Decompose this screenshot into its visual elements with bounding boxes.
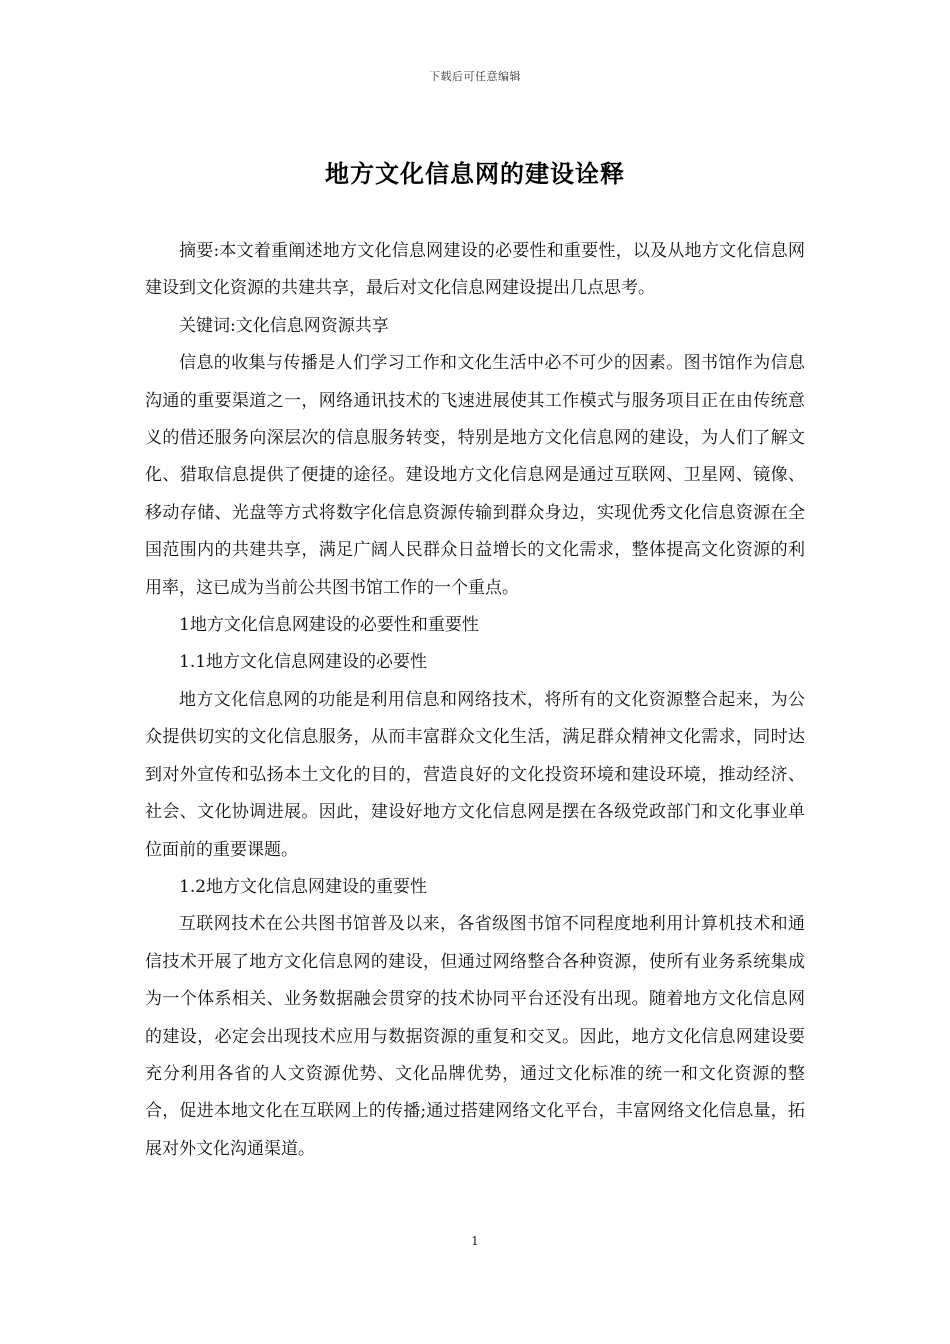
- keywords-line: 关键词:文化信息网资源共享: [179, 315, 389, 336]
- download-note: 下载后可任意编辑: [429, 70, 521, 83]
- document-title: 地方文化信息网的建设诠释: [325, 159, 625, 188]
- page-number: 1: [471, 1234, 479, 1248]
- body-paragraph-necessity: 地方文化信息网的功能是利用信息和网络技术，将所有的文化资源整合起来，为公众提供切实的文化信息服务，从而丰富群众文化生活，满足群众精神文化需求，同时达到对外宣传和弘扬本土文化的目的，营造良好的文化投资环境和建设环境，推动经济、社会、文化协调进展。因此，建设好地方文化信息网是摆在各级党政部门和文化事业单位面前的重要课题。: [145, 689, 805, 860]
- abstract-paragraph: 摘要:本文着重阐述地方文化信息网建设的必要性和重要性，以及从地方文化信息网建设到文化资源的共建共享，最后对文化信息网建设提出几点思考。: [145, 241, 805, 299]
- section-heading-1: 1地方文化信息网建设的必要性和重要性: [179, 615, 479, 636]
- subsection-heading-1-1: 1.1地方文化信息网建设的必要性: [179, 652, 428, 673]
- subsection-heading-1-2: 1.2地方文化信息网建设的重要性: [179, 876, 428, 897]
- body-paragraph-importance: 互联网技术在公共图书馆普及以来，各省级图书馆不同程度地利用计算机技术和通信技术开展了地方文化信息网的建设，但通过网络整合各种资源，使所有业务系统集成为一个体系相关、业务数据融会贯穿的技术协同平台还没有出现。随着地方文化信息网的建设，必定会出现技术应用与数据资源的重复和交叉。因此，地方文化信息网建设要充分利用各省的人文资源优势、文化品牌优势，通过文化标准的统一和文化资源的整合，促进本地文化在互联网上的传播;通过搭建网络文化平台，丰富网络文化信息量，拓展对外文化沟通渠道。: [145, 914, 805, 1159]
- document-body: [145, 233, 805, 1168]
- intro-paragraph: 信息的收集与传播是人们学习工作和文化生活中必不可少的因素。图书馆作为信息沟通的重要渠道之一，网络通讯技术的飞速进展使其工作模式与服务项目正在由传统意义的借还服务向深层次的信息服务转变，特别是地方文化信息网的建设，为人们了解文化、猎取信息提供了便捷的途径。建设地方文化信息网是通过互联网、卫星网、镜像、移动存储、光盘等方式将数字化信息资源传输到群众身边，实现优秀文化信息资源在全国范围内的共建共享，满足广阔人民群众日益增长的文化需求，整体提高文化资源的利用率，这已成为当前公共图书馆工作的一个重点。: [145, 353, 805, 598]
